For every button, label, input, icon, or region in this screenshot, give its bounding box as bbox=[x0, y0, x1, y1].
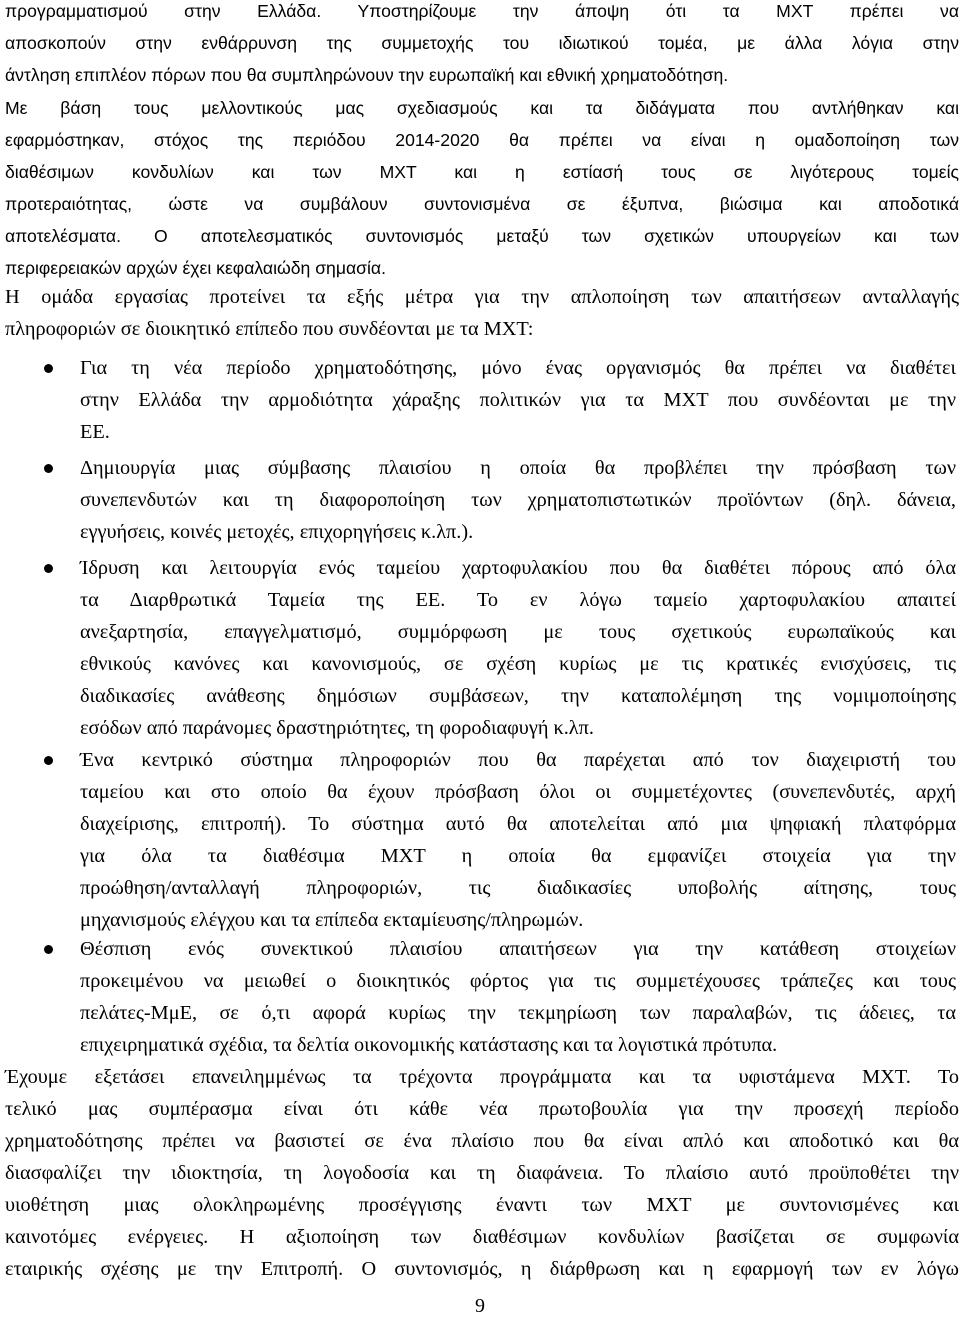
bullet-icon bbox=[44, 464, 53, 473]
text-line: επιχειρηματικά σχέδια, τα δελτία οικονομικής κατάστασης και τα λογιστικά πρότυπα. bbox=[80, 1034, 778, 1056]
text-line: περιφερειακών αρχών έχει κεφαλαιώδη σημασία. bbox=[5, 258, 386, 278]
measures-intro-paragraph bbox=[5, 281, 959, 345]
text-line: πληροφοριών σε διοικητικό επίπεδο που συνδέονται με τα ΜΧΤ: bbox=[5, 318, 534, 340]
text-line: Για τη νέα περίοδο χρηματοδότησης, μόνο ένας οργανισμός θα πρέπει να διαθέτει bbox=[80, 357, 956, 379]
text-line: αποσκοπούν στην ενθάρρυνση της συμμετοχής του ιδιωτικού τομέα, με άλλα λόγια στην bbox=[5, 33, 959, 53]
text-line: προτεραιότητας, ώστε να συμβάλουν συντονισμένα σε έξυπνα, βιώσιμα και αποδοτικά bbox=[5, 194, 959, 214]
text-line: διαθέσιμων κονδυλίων και των ΜΧΤ και η εστίασή τους σε λιγότερους τομείς bbox=[5, 162, 959, 182]
text-line: εγγυήσεις, κοινές μετοχές, επιχορηγήσεις κ.λπ.). bbox=[80, 521, 474, 543]
text-line: εφαρμόστηκαν, στόχος της περιόδου 2014-2020 θα πρέπει να είναι η ομαδοποίηση των bbox=[5, 130, 959, 150]
text-line: άντληση επιπλέον πόρων που θα συμπληρώνουν την ευρωπαϊκή και εθνική χρηματοδότηση. bbox=[5, 65, 729, 85]
text-line: τελικό μας συμπέρασμα είναι ότι κάθε νέα πρωτοβουλία για την προσεχή περίοδο bbox=[5, 1098, 959, 1120]
text-line: αποτελέσματα. Ο αποτελεσματικός συντονισμός μεταξύ των σχετικών υπουργείων και των bbox=[5, 226, 959, 246]
text-line: Δημιουργία μιας σύμβασης πλαισίου η οποία θα προβλέπει την πρόσβαση των bbox=[80, 457, 956, 479]
text-line: ταμείου και στο οποίο θα έχουν πρόσβαση όλοι οι συμμετέχοντες (συνεπενδυτές, αρχή bbox=[80, 781, 956, 803]
text-line: ανεξαρτησία, επαγγελματισμό, συμμόρφωση με τους σχετικούς ευρωπαϊκούς και bbox=[80, 621, 956, 643]
text-line: Ένα κεντρικό σύστημα πληροφοριών που θα παρέχεται από τον διαχειριστή του bbox=[80, 749, 956, 771]
text-line: Ίδρυση και λειτουργία ενός ταμείου χαρτοφυλακίου που θα διαθέτει πόρους από όλα bbox=[80, 557, 956, 579]
text-line: εσόδων από παράνομες δραστηριότητες, τη φοροδιαφυγή κ.λπ. bbox=[80, 717, 594, 739]
text-line: διασφαλίζει την ιδιοκτησία, τη λογοδοσία και τη διαφάνεια. Το πλαίσιο αυτό προϋποθέτει την bbox=[5, 1162, 959, 1184]
bullet-icon bbox=[44, 945, 53, 954]
bullet-icon bbox=[44, 756, 53, 765]
text-line: εθνικούς κανόνες και κανονισμούς, σε σχέση κυρίως με τις κρατικές ενισχύσεις, τις bbox=[80, 653, 956, 675]
text-line: χρηματοδότησης πρέπει να βασιστεί σε ένα πλαίσιο που θα είναι απλό και αποδοτικό και θα bbox=[5, 1130, 959, 1152]
conclusion-paragraph bbox=[5, 1061, 959, 1285]
text-line: Θέσπιση ενός συνεκτικού πλαισίου απαιτήσεων για την κατάθεση στοιχείων bbox=[80, 938, 956, 960]
text-line: πελάτες-ΜμΕ, σε ό,τι αφορά κυρίως την τεκμηρίωση των παραλαβών, τις άδειες, τα bbox=[80, 1002, 956, 1024]
text-line: στην Ελλάδα την αρμοδιότητα χάραξης πολιτικών για τα ΜΧΤ που συνδέονται με την bbox=[80, 389, 956, 411]
text-line: προγραμματισμού στην Ελλάδα. Υποστηρίζουμε την άποψη ότι τα ΜΧΤ πρέπει να bbox=[5, 1, 959, 21]
text-line: για όλα τα διαθέσιμα ΜΧΤ η οποία θα εμφανίζει στοιχεία για την bbox=[80, 845, 956, 867]
page-number: 9 bbox=[475, 1295, 485, 1317]
text-line: μηχανισμούς ελέγχου και τα επίπεδα εκταμίευσης/πληρωμών. bbox=[80, 909, 584, 931]
text-line: καινοτόμες ενέργειες. Η αξιοποίηση των διαθέσιμων κονδυλίων βασίζεται σε συμφωνία bbox=[5, 1226, 959, 1248]
text-line: Με βάση τους μελλοντικούς μας σχεδιασμούς και τα διδάγματα που αντλήθηκαν και bbox=[5, 98, 959, 118]
text-line: συνεπενδυτών και τη διαφοροποίηση των χρηματοπιστωτικών προϊόντων (δηλ. δάνεια, bbox=[80, 489, 956, 511]
text-line: ΕΕ. bbox=[80, 421, 110, 443]
bullet-icon bbox=[44, 364, 53, 373]
text-line: Έχουμε εξετάσει επανειλημμένως τα τρέχοντα προγράμματα και τα υφιστάμενα ΜΧΤ. Το bbox=[5, 1066, 959, 1088]
text-line: διαδικασίες ανάθεσης δημόσιων συμβάσεων, την καταπολέμηση της νομιμοποίησης bbox=[80, 685, 956, 707]
text-line: Η ομάδα εργασίας προτείνει τα εξής μέτρα για την απλοποίηση των απαιτήσεων ανταλλαγής bbox=[5, 286, 959, 308]
text-line: προκειμένου να μειωθεί ο διοικητικός φόρτος για τις συμμετέχουσες τράπεζες και τους bbox=[80, 970, 956, 992]
text-line: διαχείρισης, επιτροπή). Το σύστημα αυτό θα αποτελείται από μια ψηφιακή πλατφόρμα bbox=[80, 813, 956, 835]
text-line: προώθηση/ανταλλαγή πληροφοριών, τις διαδικασίες υποβολής αίτησης, τους bbox=[80, 877, 956, 899]
planning-paragraph bbox=[5, 92, 959, 284]
text-line: εταιρικής σχέσης με την Επιτροπή. Ο συντονισμός, η διάρθρωση και η εφαρμογή των εν λόγω bbox=[5, 1258, 959, 1280]
text-line: υιοθέτηση μιας ολοκληρωμένης προσέγγισης έναντι των ΜΧΤ με συντονισμένες και bbox=[5, 1194, 959, 1216]
intro-paragraph bbox=[5, 0, 959, 91]
text-line: τα Διαρθρωτικά Ταμεία της ΕΕ. Το εν λόγω ταμείο χαρτοφυλακίου απαιτεί bbox=[80, 589, 956, 611]
bullet-icon bbox=[44, 564, 53, 573]
